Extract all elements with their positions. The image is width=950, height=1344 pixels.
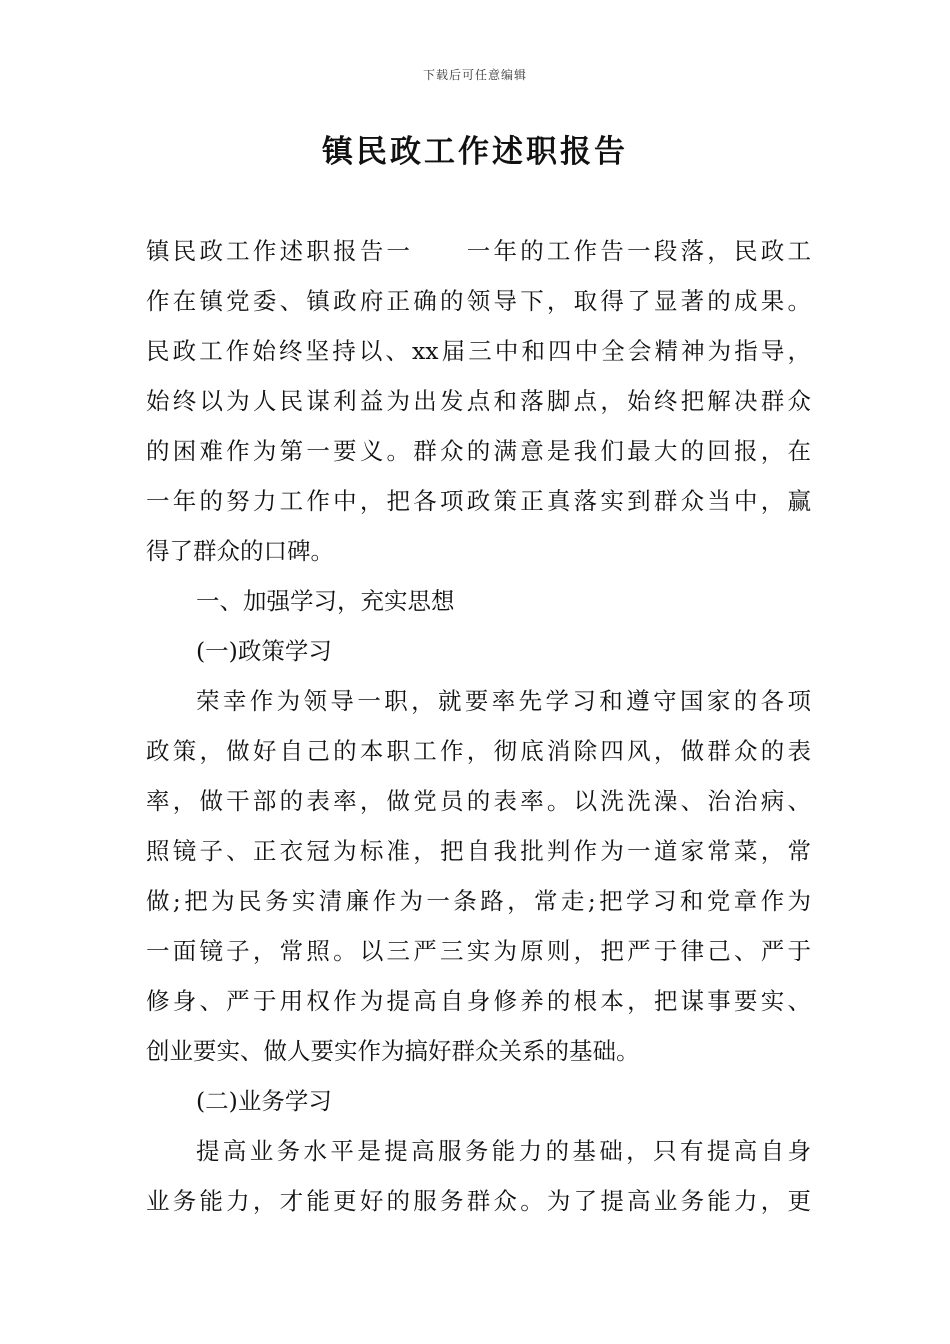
text-line: 修身、严于用权作为提高自身修养的根本，把谋事要实、 bbox=[146, 987, 811, 1015]
text-line: 创业要实、做人要实作为搞好群众关系的基础。 bbox=[146, 1037, 640, 1065]
text-line: 一年的努力工作中，把各项政策正真落实到群众当中，赢 bbox=[146, 487, 811, 515]
text-line: 荣幸作为领导一职，就要率先学习和遵守国家的各项 bbox=[196, 687, 811, 715]
text-line: 的困难作为第一要义。群众的满意是我们最大的回报，在 bbox=[146, 437, 811, 465]
text-line: 照镜子、正衣冠为标准，把自我批判作为一道家常菜，常 bbox=[146, 837, 811, 865]
text-line: (一)政策学习 bbox=[196, 637, 332, 665]
text-line: 始终以为人民谋利益为出发点和落脚点，始终把解决群众 bbox=[146, 387, 811, 415]
text-line: 镇民政工作述职报告一 一年的工作告一段落，民政工 bbox=[146, 237, 811, 265]
text-line: 民政工作始终坚持以、xx届三中和四中全会精神为指导， bbox=[146, 337, 811, 365]
text-line: 业务能力，才能更好的服务群众。为了提高业务能力，更 bbox=[146, 1187, 811, 1215]
text-line: 一、加强学习，充实思想 bbox=[196, 587, 455, 615]
text-line: 作在镇党委、镇政府正确的领导下，取得了显著的成果。 bbox=[146, 287, 811, 315]
text-line: 一面镜子，常照。以三严三实为原则，把严于律己、严于 bbox=[146, 937, 811, 965]
text-line: 得了群众的口碑。 bbox=[146, 537, 334, 565]
text-line: (二)业务学习 bbox=[196, 1087, 332, 1115]
text-line: 政策，做好自己的本职工作，彻底消除四风，做群众的表 bbox=[146, 737, 811, 765]
text-line: 提高业务水平是提高服务能力的基础，只有提高自身 bbox=[196, 1137, 811, 1165]
text-line: 率，做干部的表率，做党员的表率。以洗洗澡、治治病、 bbox=[146, 787, 811, 815]
document-title: 镇民政工作述职报告 bbox=[322, 134, 628, 170]
header-note: 下载后可任意编辑 bbox=[422, 68, 527, 82]
document-body bbox=[146, 226, 811, 1226]
text-line: 做;把为民务实清廉作为一条路，常走;把学习和党章作为 bbox=[146, 887, 811, 915]
